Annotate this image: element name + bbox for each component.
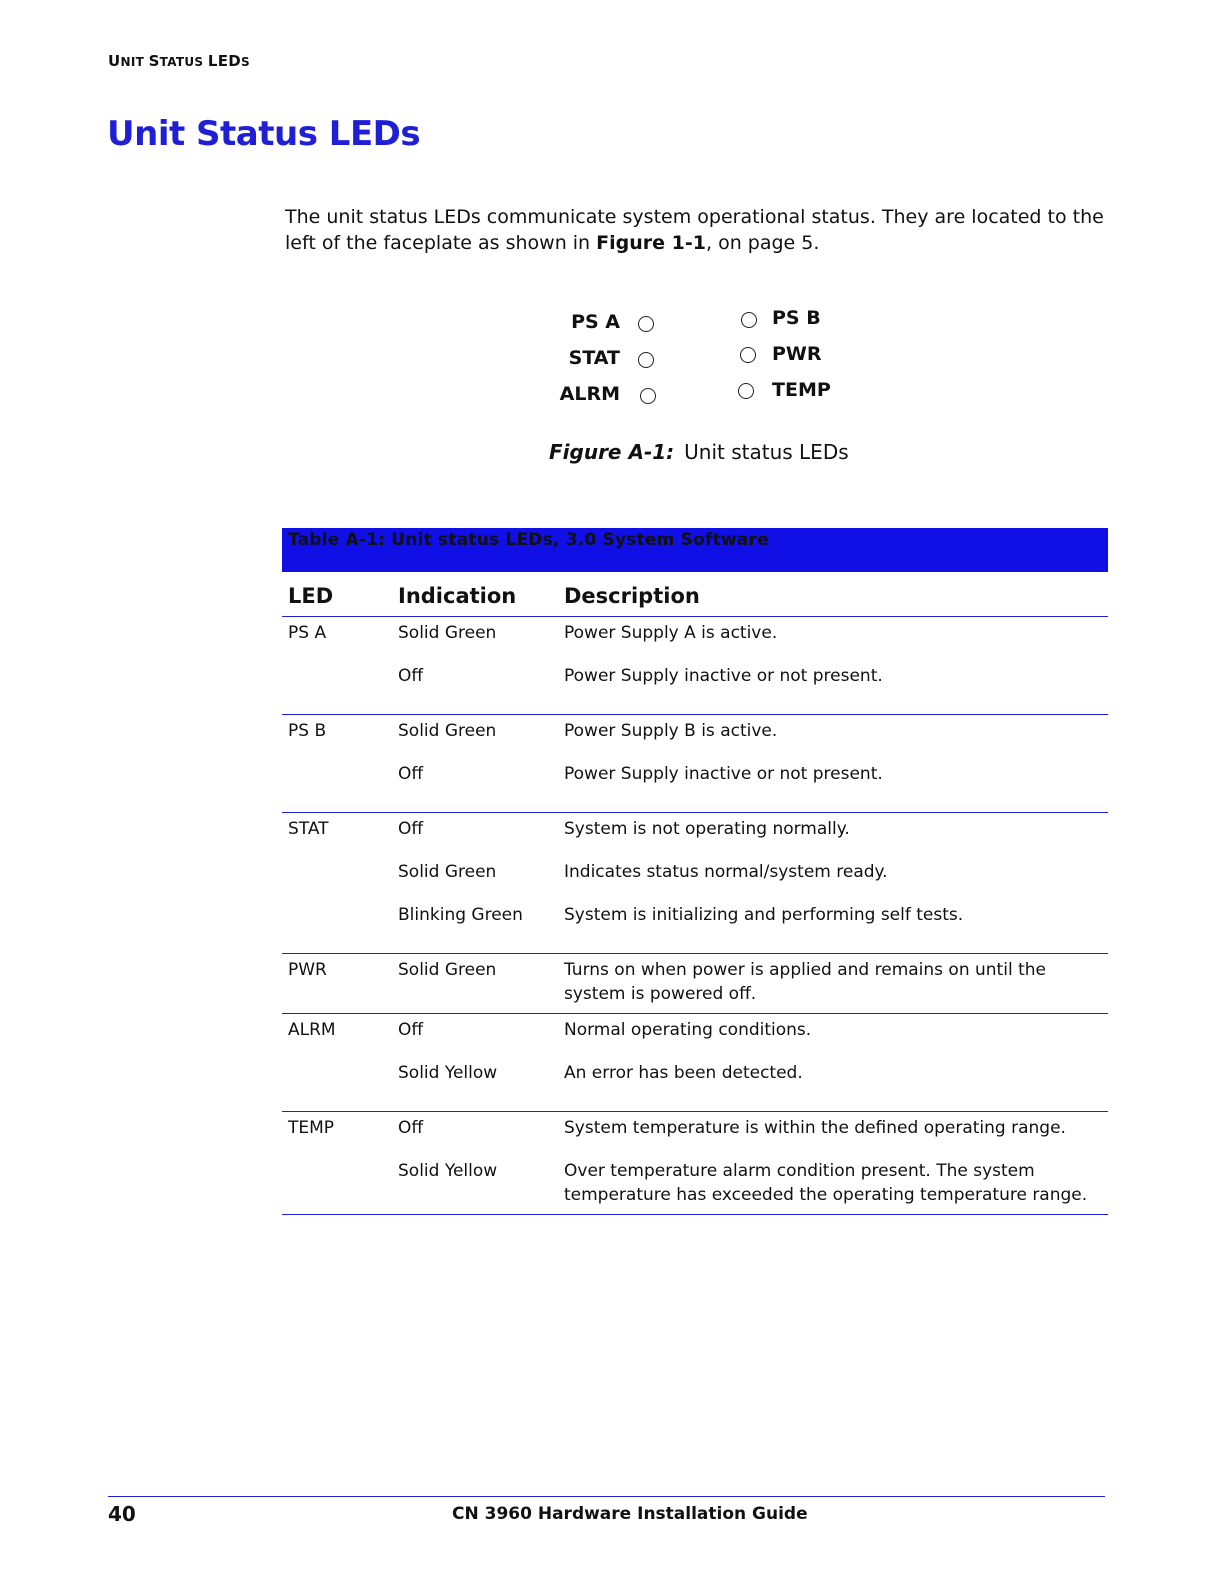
description-text: System is initializing and performing self tests.	[564, 905, 964, 925]
description-text: Power Supply B is active.	[564, 721, 778, 741]
description-cell	[558, 617, 1108, 715]
figure-caption	[549, 440, 849, 464]
indication-text: Solid Green	[398, 960, 497, 980]
description-text: Indicates status normal/system ready.	[564, 862, 888, 882]
indication-text: Off	[398, 1020, 424, 1040]
footer-title: CN 3960 Hardware Installation Guide	[452, 1504, 808, 1524]
description-cell	[558, 954, 1108, 1014]
led-name-cell: ALRM	[282, 1014, 392, 1112]
description-cell	[558, 1014, 1108, 1112]
indication-cell	[392, 617, 558, 715]
table-row	[282, 1112, 1108, 1215]
led-name-cell: TEMP	[282, 1112, 392, 1215]
description-cell	[558, 1112, 1108, 1215]
led-label-alrm: ALRM	[559, 383, 620, 405]
led-ps-b-indicator	[741, 312, 757, 328]
led-name-cell: PS A	[282, 617, 392, 715]
description-cell	[558, 715, 1108, 813]
table-row	[282, 715, 1108, 813]
indication-text: Blinking Green	[398, 905, 523, 925]
indication-text: Solid Green	[398, 623, 497, 643]
table-row	[282, 1014, 1108, 1112]
description-text: Power Supply A is active.	[564, 623, 778, 643]
column-header-indication: Indication	[392, 572, 558, 617]
table-row	[282, 813, 1108, 954]
description-text: Turns on when power is applied and remains on until the system is powered off.	[564, 960, 1046, 1004]
description-text: Over temperature alarm condition present. The system temperature has exceeded the operating temperature range.	[564, 1161, 1088, 1205]
column-header-led: LED	[282, 572, 392, 617]
indication-cell	[392, 1112, 558, 1215]
led-name-cell: PWR	[282, 954, 392, 1014]
column-header-description: Description	[558, 572, 1108, 617]
indication-text: Off	[398, 819, 424, 839]
indication-text: Solid Green	[398, 721, 497, 741]
description-cell	[558, 813, 1108, 954]
running-header: UNIT STATUS LEDS	[108, 52, 250, 70]
led-diagram	[0, 0, 1224, 420]
figure-number: Figure A-1:	[549, 440, 675, 464]
led-label-pwr: PWR	[772, 343, 822, 365]
indication-text: Off	[398, 1118, 424, 1138]
description-text: An error has been detected.	[564, 1063, 803, 1083]
table-row	[282, 954, 1108, 1014]
intro-paragraph: The unit status LEDs communicate system operational status. They are located to the left of the faceplate as shown in Figure 1-1, on page 5.	[285, 206, 1104, 254]
description-text: System temperature is within the defined operating range.	[564, 1118, 1066, 1138]
indication-cell	[392, 954, 558, 1014]
led-label-ps-a: PS A	[571, 311, 620, 333]
table-title: Table A-1: Unit status LEDs, 3.0 System Software	[282, 528, 1108, 572]
description-text: Power Supply inactive or not present.	[564, 666, 883, 686]
indication-text: Solid Yellow	[398, 1161, 498, 1181]
table-body	[282, 617, 1108, 1215]
description-text: System is not operating normally.	[564, 819, 850, 839]
led-name-cell: STAT	[282, 813, 392, 954]
description-text: Power Supply inactive or not present.	[564, 764, 883, 784]
led-name-cell: PS B	[282, 715, 392, 813]
figure-reference-link[interactable]: Figure 1-1	[596, 232, 706, 254]
indication-cell	[392, 1014, 558, 1112]
led-stat-indicator	[638, 352, 654, 368]
led-pwr-indicator	[740, 347, 756, 363]
indication-text: Off	[398, 666, 424, 686]
indication-text: Off	[398, 764, 424, 784]
indication-cell	[392, 813, 558, 954]
led-temp-indicator	[738, 383, 754, 399]
led-alrm-indicator	[640, 388, 656, 404]
indication-text: Solid Green	[398, 862, 497, 882]
description-text: Normal operating conditions.	[564, 1020, 812, 1040]
led-ps-a-indicator	[638, 316, 654, 332]
figure-caption-text: Unit status LEDs	[684, 440, 849, 464]
led-label-stat: STAT	[568, 347, 620, 369]
unit-status-led-table	[282, 528, 1108, 1215]
page-title: Unit Status LEDs	[107, 114, 421, 154]
indication-cell	[392, 715, 558, 813]
led-label-temp: TEMP	[772, 379, 831, 401]
footer-divider	[108, 1496, 1105, 1497]
led-label-ps-b: PS B	[772, 307, 821, 329]
table-row	[282, 617, 1108, 715]
indication-text: Solid Yellow	[398, 1063, 498, 1083]
page-number: 40	[108, 1502, 136, 1526]
